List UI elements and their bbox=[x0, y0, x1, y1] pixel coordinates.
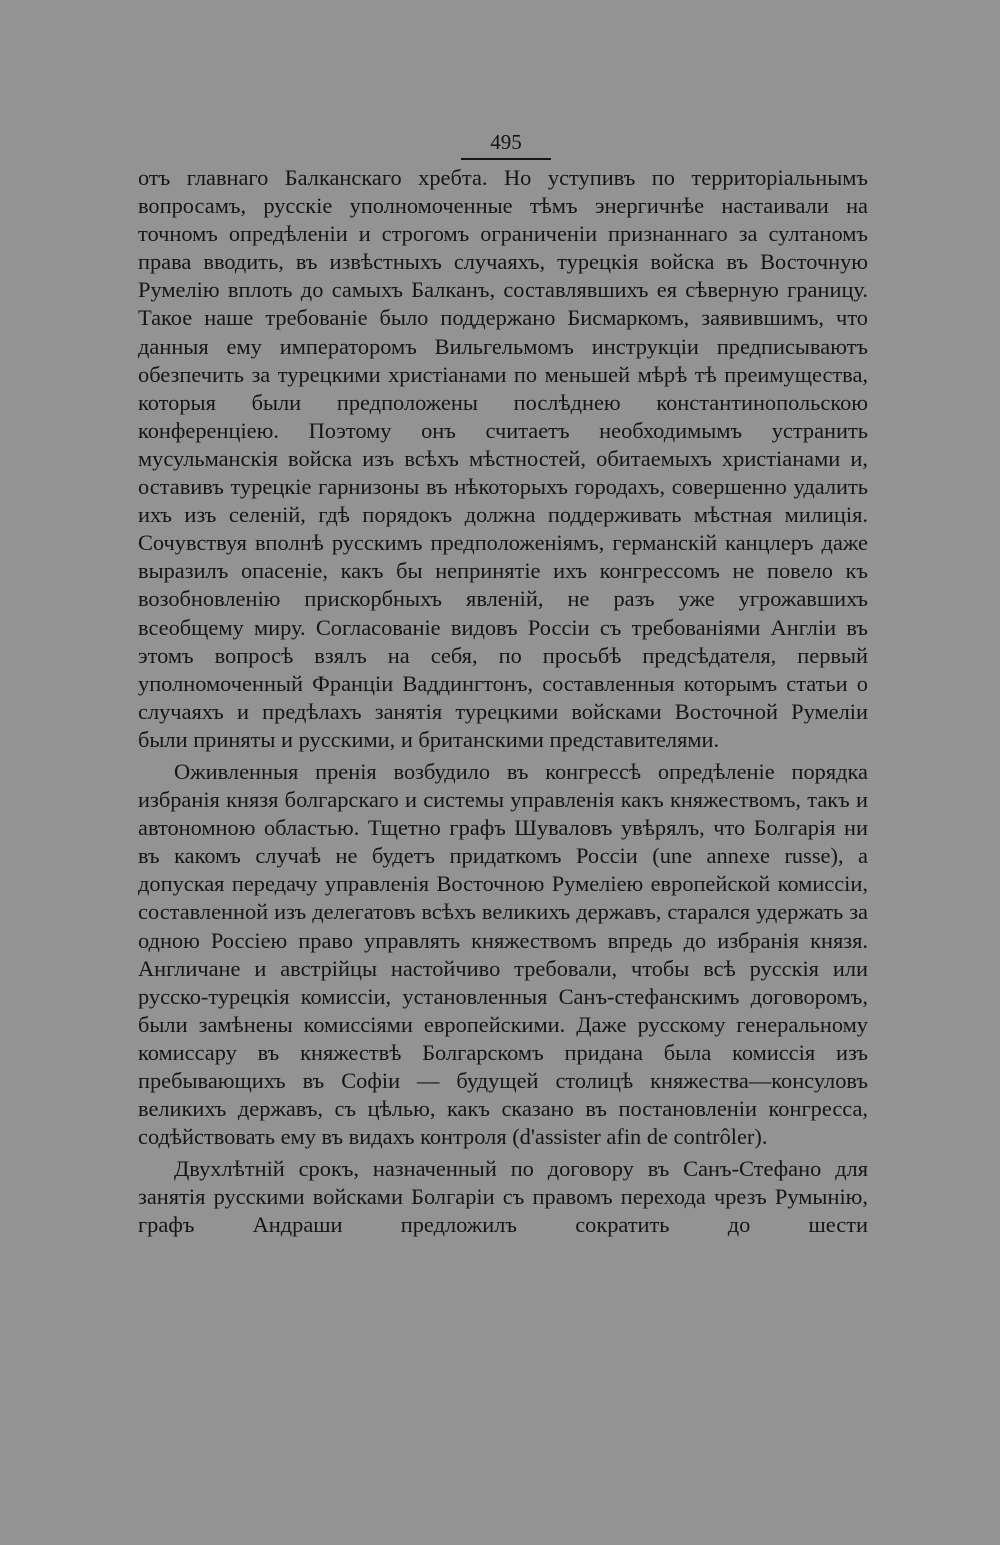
page-number: 495 bbox=[461, 128, 551, 160]
document-page bbox=[138, 128, 868, 1240]
paragraph-1: отъ главнаго Балканскаго хребта. Но уступивъ по территоріальнымъ вопросамъ, русскіе уполномоченные тѣмъ энергичнѣе настаивали на точномъ опредѣленіи и строгомъ ограниченіи признаннаго за султаномъ права вводить, въ извѣстныхъ случаяхъ, турецкія войска въ Восточную Румелію вплоть до самыхъ Балканъ, составлявшихъ ея сѣверную границу. Такое наше требованіе было поддержано Бисмаркомъ, заявившимъ, что данныя ему императоромъ Вильгельмомъ инструкціи предписываютъ обезпечить за турецкими христіанами по меньшей мѣрѣ тѣ преимущества, которыя были предположены послѣднею константинопольскою конференціею. Поэтому онъ считаетъ необходимымъ устранить мусульманскія войска изъ всѣхъ мѣстностей, обитаемыхъ христіанами и, оставивъ турецкіе гарнизоны въ нѣкоторыхъ городахъ, совершенно удалить ихъ изъ селеній, гдѣ порядокъ должна поддерживать мѣстная милиція. Сочувствуя вполнѣ русскимъ предположеніямъ, германскій канцлеръ даже выразилъ опасеніе, какъ бы непринятіе ихъ конгрессомъ не повело къ возобновленію прискорбныхъ явленій, не разъ уже угрожавшихъ всеобщему миру. Согласованіе видовъ Россіи съ требованіями Англіи въ этомъ вопросѣ взялъ на себя, по просьбѣ предсѣдателя, первый уполномоченный Франціи Ваддингтонъ, составленныя которымъ статьи о случаяхъ и предѣлахъ занятія турецкими войсками Восточной Румеліи были приняты и русскими, и британскими представителями. bbox=[138, 165, 868, 752]
paragraph-2: Оживленныя пренія возбудило въ конгрессѣ опредѣленіе порядка избранія князя болгарскаго и системы управленія какъ княжествомъ, такъ и автономною областью. Тщетно графъ Шуваловъ увѣрялъ, что Болгарія ни въ какомъ случаѣ не будетъ придаткомъ Россіи (une annexe russe), а допуская передачу управленія Восточною Румеліею европейской комиссіи, составленной изъ делегатовъ всѣхъ великихъ державъ, старался удержать за одною Россіею право управлять княжествомъ впредь до избранія князя. Англичане и австрійцы настойчиво требовали, чтобы всѣ русскія или русско-турецкія комиссіи, установленныя Санъ-стефанскимъ договоромъ, были замѣнены комиссіями европейскими. Даже русскому генеральному комиссару въ княжествѣ Болгарскомъ придана была комиссія изъ пребывающихъ въ Софіи — будущей столицѣ княжества—консуловъ великихъ державъ, съ цѣлью, какъ сказано въ постановленіи конгресса, содѣйствовать ему въ видахъ контроля (d'assister afin de contrôler). bbox=[138, 758, 868, 1150]
paragraph-3: Двухлѣтній срокъ, назначенный по договору въ Санъ-Стефано для занятія русскими войсками Болгаріи съ правомъ перехода чрезъ Румынію, графъ Андраши предложилъ сократить до шести bbox=[138, 1156, 868, 1238]
